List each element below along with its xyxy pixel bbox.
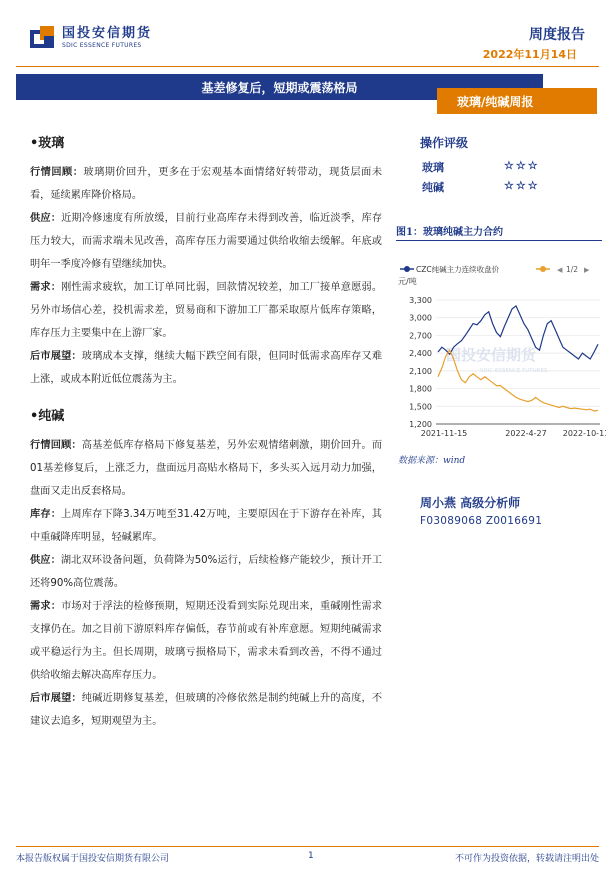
paragraph-text: 玻璃期价回升，更多在于宏观基本面情绪好转带动，现货层面未看，延续累库降价格局。 [30,167,383,201]
main-column [30,126,382,733]
legend-page: 1/2 [566,265,579,274]
x-tick-label: 2021-11-15 [420,429,468,438]
figure-title: 图1：玻璃纯碱主力合约 [396,227,503,238]
rating-row-soda [422,179,606,199]
soda-paragraph [30,549,382,595]
report-type: 周度报告 [529,27,585,43]
page-number: 1 [308,851,314,861]
rating-stars: ☆☆☆ [504,179,540,192]
analyst-name: 周小燕 高级分析师 [420,496,521,510]
report-date: 2022年11月14日 [482,48,577,61]
y-tick-label: 3,000 [409,313,432,323]
paragraph-text: 高基差低库存格局下修复基差，另外宏观情绪刺激，期价回升。而01基差修复后，上涨乏力，盘面远月高贴水格局下，多头买入远月动力加强，盘面又走出反套格局。 [30,440,383,497]
analyst-license: F03089068 Z0016691 [420,515,543,527]
y-tick-label: 1,500 [409,402,432,412]
glass-paragraph [30,276,382,345]
glass-section-body [30,161,382,391]
paragraph-label: 行情回顾： [30,440,82,451]
data-source: 数据来源：wind [398,456,466,466]
price-chart [396,256,606,446]
y-tick-label: 1,200 [409,420,432,429]
company-logo [30,26,152,50]
footer-disclaimer: 不可作为投资依据，转载请注明出处 [454,854,599,864]
y-tick-label: 2,400 [409,349,432,359]
y-tick-label: 2,700 [409,331,432,341]
glass-paragraph [30,345,382,391]
footer-copyright: 本报告版权属于国投安信期货有限公司 [16,854,170,864]
side-column [396,134,606,199]
y-tick-label: 3,300 [409,296,432,305]
paragraph-label: 需求： [30,601,62,612]
glass-paragraph [30,207,382,276]
header-divider [16,66,599,67]
paragraph-text: 市场对于浮法的检修预期，短期还没看到实际兑现出来，重碱刚性需求支撑仍在。加之目前下游原料库存偏低，春节前或有补库意愿。短期纯碱需求或平稳运行为主。但长周期，玻璃亏损格局下，需求未看到改善，不得不通过供给收缩去解决高库存压力。 [30,601,383,681]
y-tick-label: 1,800 [409,384,432,394]
paragraph-label: 供应： [30,213,62,224]
soda-section-body [30,434,382,733]
x-tick-label: 2022-10-11 [562,429,606,438]
paragraph-text: 纯碱近期修复基差，但玻璃的冷修依然是制约纯碱上升的高度，不建议去追多，短期观望为主。 [30,693,383,727]
paragraph-label: 后市展望： [30,351,82,362]
paragraph-label: 需求： [30,282,62,293]
paragraph-label: 行情回顾： [30,167,84,178]
rating-name: 玻璃 [422,161,444,174]
soda-paragraph [30,434,382,503]
x-tick-label: 2022-4-27 [505,429,547,438]
paragraph-label: 库存： [30,509,62,520]
y-unit-label: 元/吨 [398,277,417,286]
y-tick-label: 2,100 [409,366,432,376]
rating-stars: ☆☆☆ [504,159,540,172]
legend-label: CZC纯碱主力连续收盘价 [416,265,500,274]
paragraph-text: 上周库存下降3.34万吨至31.42万吨，主要原因在于下游存在补库，其中重碱降库明显，轻碱累库。 [30,509,382,543]
paragraph-text: 玻璃成本支撑，继续大幅下跌空间有限，但同时低需求高库存又难上涨，或成本附近低位震荡为主。 [30,351,383,385]
paragraph-text: 刚性需求疲软，加工订单同比弱，回款情况较差，加工厂接单意愿弱。另外市场信心差，投机需求差，贸易商和下游加工厂都采取原片低库存策略，库存压力主要集中在上游厂家。 [30,282,383,339]
report-title: 基差修复后，短期或震荡格局 [201,81,358,95]
watermark-logo-subtext: SDIC ESSENCE FUTURES [480,368,548,374]
paragraph-text: 湖北双环设备问题，负荷降为50%运行，后续检修产能较少，预计开工还将90%高位震荡。 [30,555,383,589]
logo-mark-icon [30,26,56,50]
glass-paragraph [30,161,382,207]
soda-paragraph [30,503,382,549]
paragraph-label: 供应： [30,555,61,566]
subtitle-tag [437,88,597,114]
legend-next-icon: ▶ [584,266,590,274]
logo-name-cn: 国投安信期货 [62,26,153,41]
figure-divider [396,240,602,241]
rating-name: 纯碱 [422,181,444,194]
legend-swatch-dot [404,266,410,272]
soda-section-title: •纯碱 [30,409,65,424]
rating-title: 操作评级 [420,136,469,150]
paragraph-text: 近期冷修速度有所放缓，目前行业高库存未得到改善，临近淡季，库存压力较大，而需求端未见改善，高库存压力需要通过供给收缩去缓解。年底或明年一季度冷修有望继续加快。 [30,213,383,270]
soda-paragraph [30,687,382,733]
price-chart-svg [396,256,606,446]
legend-prev-icon: ◀ [557,266,563,274]
rating-row-glass [422,159,606,179]
paragraph-label: 后市展望： [30,693,82,704]
footer-divider [16,846,599,847]
glass-section-title: •玻璃 [30,136,65,151]
legend-swatch-dot [540,266,546,272]
logo-name-en: SDIC ESSENCE FUTURES [62,42,142,49]
soda-paragraph [30,595,382,687]
subtitle-tag-label: 玻璃/纯碱周报 [457,95,534,109]
watermark-logo-text: 国投安信期货 [446,346,537,364]
